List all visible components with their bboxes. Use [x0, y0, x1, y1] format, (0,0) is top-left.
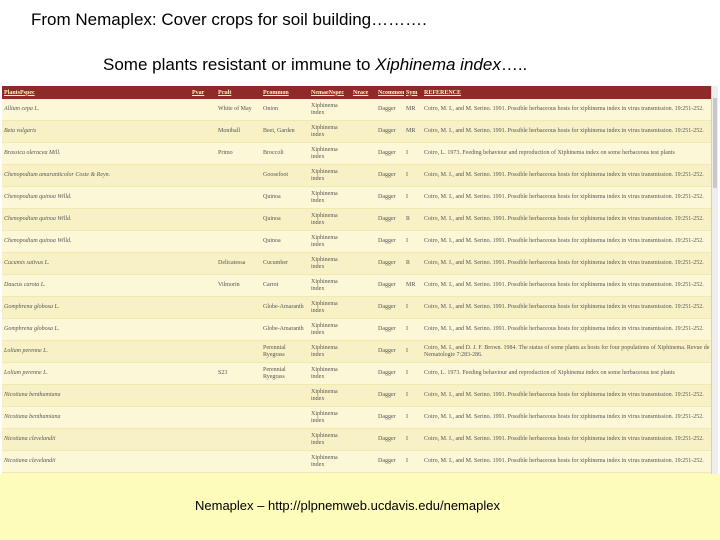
table-cell	[351, 429, 376, 451]
table-cell	[216, 231, 261, 253]
table-cell: Coiro, L. 1973. Feeding behaviour and reproduction of Xiphinema index on some herbaceous test plants	[422, 363, 714, 385]
table-row	[2, 363, 714, 385]
table-cell: MR	[404, 121, 422, 143]
table-cell: Chenopodium amaranticolor Coste & Reyn.	[2, 165, 190, 187]
table-cell: Carrot	[261, 275, 309, 297]
table-cell	[351, 209, 376, 231]
table-cell: Lolium perenne L.	[2, 341, 190, 363]
table-cell: I	[404, 451, 422, 473]
table-cell	[190, 297, 216, 319]
table-cell	[351, 187, 376, 209]
table-cell: Dagger	[376, 275, 404, 297]
table-cell	[216, 429, 261, 451]
table-cell: I	[404, 385, 422, 407]
table-cell: Cucumber	[261, 253, 309, 275]
table-cell	[261, 407, 309, 429]
table-row	[2, 385, 714, 407]
table-cell: Xiphinema index	[309, 451, 351, 473]
table-row	[2, 319, 714, 341]
table-cell: Coiro, M. I., and M. Serino. 1991. Possible herbaceous hosts for xiphinema index in virus transmission. 19:251-252.	[422, 297, 714, 319]
table-cell	[190, 429, 216, 451]
table-cell	[351, 275, 376, 297]
table-cell: Xiphinema index	[309, 209, 351, 231]
table-cell	[190, 319, 216, 341]
table-row	[2, 407, 714, 429]
table-cell: Dagger	[376, 429, 404, 451]
vertical-scrollbar[interactable]	[711, 86, 718, 474]
table-row	[2, 121, 714, 143]
table-cell	[190, 209, 216, 231]
table-cell: White of May	[216, 99, 261, 121]
table-cell: Dagger	[376, 231, 404, 253]
table-cell	[190, 341, 216, 363]
table-cell: Coiro, M. I., and M. Serino. 1991. Possible herbaceous hosts for xiphinema index in virus transmission. 19:251-252.	[422, 253, 714, 275]
table-cell: I	[404, 165, 422, 187]
column-header[interactable]: Sym	[404, 86, 422, 99]
table-cell: Allium cepa L.	[2, 99, 190, 121]
table-cell	[351, 451, 376, 473]
table-cell: Nicotiana benthamiana	[2, 385, 190, 407]
table-cell: I	[404, 187, 422, 209]
table-cell: Nicotiana clevelandii	[2, 429, 190, 451]
table-cell: Moniball	[216, 121, 261, 143]
table-cell: Perennial Ryegrass	[261, 363, 309, 385]
table-cell: Coiro, M. I., and M. Serino. 1991. Possible herbaceous hosts for xiphinema index in virus transmission. 19:251-252.	[422, 407, 714, 429]
table-cell	[190, 253, 216, 275]
table-cell: Gomphrena globosa L.	[2, 297, 190, 319]
table-cell: Xiphinema index	[309, 253, 351, 275]
table-cell	[190, 121, 216, 143]
table-cell	[216, 319, 261, 341]
table-cell	[351, 297, 376, 319]
table-row	[2, 99, 714, 121]
table-cell: Xiphinema index	[309, 275, 351, 297]
table-cell: Dagger	[376, 451, 404, 473]
table-cell	[351, 319, 376, 341]
table-cell: Goosefoot	[261, 165, 309, 187]
table-cell: Gomphrena globosa L.	[2, 319, 190, 341]
table-cell	[216, 407, 261, 429]
table-cell: Chenopodium quinoa Willd.	[2, 231, 190, 253]
table-cell: Xiphinema index	[309, 165, 351, 187]
table-cell: Quinoa	[261, 231, 309, 253]
table-cell: Chenopodium quinoa Willd.	[2, 187, 190, 209]
table-row	[2, 209, 714, 231]
table-cell: Coiro, M. I., and M. Serino. 1991. Possible herbaceous hosts for xiphinema index in virus transmission. 19:251-252.	[422, 385, 714, 407]
table-cell: Quinoa	[261, 187, 309, 209]
table-cell: Dagger	[376, 99, 404, 121]
table-cell: Dagger	[376, 209, 404, 231]
table-cell: Beta vulgaris	[2, 121, 190, 143]
table-cell: Dagger	[376, 363, 404, 385]
table-cell	[190, 231, 216, 253]
table-cell: Coiro, M. I., and M. Serino. 1991. Possible herbaceous hosts for xiphinema index in virus transmission. 19:251-252.	[422, 209, 714, 231]
table-cell	[216, 341, 261, 363]
table-cell: Daucus carota L.	[2, 275, 190, 297]
table-row	[2, 231, 714, 253]
table-cell: Delicatessa	[216, 253, 261, 275]
table-cell: I	[404, 143, 422, 165]
table-cell: Xiphinema index	[309, 429, 351, 451]
table-row	[2, 341, 714, 363]
table-row	[2, 451, 714, 473]
footer-text: Nemaplex – http://plpnemweb.ucdavis.edu/nemaplex	[195, 498, 500, 513]
table-cell: MR	[404, 99, 422, 121]
table-cell: Coiro, M. I., and M. Serino. 1991. Possible herbaceous hosts for xiphinema index in virus transmission. 19:251-252.	[422, 165, 714, 187]
subtitle-species: Xiphinema index	[375, 55, 501, 74]
table-cell: S23	[216, 363, 261, 385]
column-header[interactable]: Pcult	[216, 86, 261, 99]
table-cell: I	[404, 319, 422, 341]
table-cell	[190, 143, 216, 165]
table-cell	[190, 363, 216, 385]
table-row	[2, 165, 714, 187]
subtitle-prefix: Some plants resistant or immune to	[103, 55, 376, 74]
table-cell: Dagger	[376, 341, 404, 363]
table-cell	[190, 451, 216, 473]
table-cell: Xiphinema index	[309, 231, 351, 253]
table-cell: Dagger	[376, 143, 404, 165]
table-cell: Nicotiana clevelandii	[2, 451, 190, 473]
table-cell	[261, 429, 309, 451]
scrollbar-thumb[interactable]	[713, 98, 717, 188]
table-cell: Xiphinema index	[309, 99, 351, 121]
table-cell: I	[404, 231, 422, 253]
table-cell: Perennial Ryegrass	[261, 341, 309, 363]
table-cell	[216, 209, 261, 231]
table-cell: Dagger	[376, 121, 404, 143]
table-cell: Xiphinema index	[309, 187, 351, 209]
table-cell: Coiro, M. I., and M. Serino. 1991. Possible herbaceous hosts for xiphinema index in virus transmission. 19:251-252.	[422, 275, 714, 297]
column-header[interactable]: Ncommon	[376, 86, 404, 99]
table-cell	[190, 165, 216, 187]
table-cell: Xiphinema index	[309, 297, 351, 319]
table-cell: Cucumis sativus L.	[2, 253, 190, 275]
table-cell: Brassica oleracea Mill.	[2, 143, 190, 165]
slide-subtitle	[103, 55, 527, 75]
table-row	[2, 253, 714, 275]
table-cell	[351, 385, 376, 407]
table-cell: Coiro, L. 1973. Feeding behaviour and reproduction of Xiphinema index on some herbaceous test plants	[422, 143, 714, 165]
table-cell	[190, 99, 216, 121]
table-cell: Xiphinema index	[309, 341, 351, 363]
table-cell: R	[404, 253, 422, 275]
table-cell	[351, 165, 376, 187]
table-header-row	[2, 86, 714, 99]
column-header[interactable]: Pcommon	[261, 86, 309, 99]
table-cell: I	[404, 407, 422, 429]
table-cell: Quinoa	[261, 209, 309, 231]
table-cell	[261, 385, 309, 407]
table-cell	[190, 275, 216, 297]
table-cell: Xiphinema index	[309, 121, 351, 143]
table-cell: MR	[404, 275, 422, 297]
table-cell: Vilmorin	[216, 275, 261, 297]
table-cell: Coiro, M. I., and M. Serino. 1991. Possible herbaceous hosts for xiphinema index in virus transmission. 19:251-252.	[422, 451, 714, 473]
table-cell: I	[404, 429, 422, 451]
table-cell: Xiphinema index	[309, 363, 351, 385]
table-cell	[216, 165, 261, 187]
slide-title: From Nemaplex: Cover crops for soil building……….	[31, 10, 427, 29]
table-cell: Chenopodium quinoa Willd.	[2, 209, 190, 231]
table-cell: I	[404, 363, 422, 385]
table-cell: Coiro, M. I., and M. Serino. 1991. Possible herbaceous hosts for xiphinema index in virus transmission. 19:251-252.	[422, 319, 714, 341]
table-cell	[216, 297, 261, 319]
column-header[interactable]: Pvar	[190, 86, 216, 99]
table-row	[2, 187, 714, 209]
table-row	[2, 275, 714, 297]
table-cell: Nicotiana benthamiana	[2, 407, 190, 429]
table-cell	[190, 385, 216, 407]
table-cell: Coiro, M. I., and M. Serino. 1991. Possible herbaceous hosts for xiphinema index in virus transmission. 19:251-252.	[422, 429, 714, 451]
table-cell	[351, 363, 376, 385]
table-cell	[351, 253, 376, 275]
table-row	[2, 143, 714, 165]
table-cell: I	[404, 341, 422, 363]
table-row	[2, 297, 714, 319]
table-cell: Dagger	[376, 407, 404, 429]
table-cell: Xiphinema index	[309, 319, 351, 341]
table-cell: Coiro, M. I., and M. Serino. 1991. Possible herbaceous hosts for xiphinema index in virus transmission. 19:251-252.	[422, 187, 714, 209]
column-header[interactable]: REFERENCE	[422, 86, 714, 99]
column-header[interactable]: PlantsPspec	[2, 86, 190, 99]
table-row	[2, 429, 714, 451]
table-cell	[351, 143, 376, 165]
table-cell: Coiro, M. I., and M. Serino. 1991. Possible herbaceous hosts for xiphinema index in virus transmission. 19:251-252.	[422, 231, 714, 253]
table-cell: Dagger	[376, 297, 404, 319]
table-cell: Dagger	[376, 187, 404, 209]
table-cell: Coiro, M. I., and D. J. F. Brown. 1984. The status of some plants as hosts for four populations of Xiphinema. Revue de Nematologie 7:283-286.	[422, 341, 714, 363]
table-cell	[216, 451, 261, 473]
table-cell: Dagger	[376, 253, 404, 275]
table-cell: I	[404, 297, 422, 319]
database-screenshot	[2, 86, 718, 474]
table-cell: Globe-Amaranth	[261, 297, 309, 319]
table-cell	[261, 451, 309, 473]
column-header[interactable]: Nrace	[351, 86, 376, 99]
table-cell: Xiphinema index	[309, 143, 351, 165]
table-cell: Coiro, M. I., and M. Serino. 1991. Possible herbaceous hosts for xiphinema index in virus transmission. 19:251-252.	[422, 121, 714, 143]
table-cell	[216, 385, 261, 407]
host-table	[2, 86, 714, 473]
table-cell	[351, 231, 376, 253]
table-cell: Primo	[216, 143, 261, 165]
table-cell	[216, 187, 261, 209]
table-cell	[190, 407, 216, 429]
table-cell: Lolium perenne L.	[2, 363, 190, 385]
table-cell	[351, 121, 376, 143]
table-cell	[351, 341, 376, 363]
table-cell	[190, 187, 216, 209]
table-cell: Xiphinema index	[309, 407, 351, 429]
table-cell: Dagger	[376, 385, 404, 407]
column-header[interactable]: NemaeNspec	[309, 86, 351, 99]
footer-bar	[0, 474, 720, 540]
table-cell: Xiphinema index	[309, 385, 351, 407]
table-cell: Dagger	[376, 165, 404, 187]
table-cell: Broccoli	[261, 143, 309, 165]
table-cell: Coiro, M. I., and M. Serino. 1991. Possible herbaceous hosts for xiphinema index in virus transmission. 19:251-252.	[422, 99, 714, 121]
table-cell: R	[404, 209, 422, 231]
table-cell: Beet, Garden	[261, 121, 309, 143]
subtitle-suffix: …..	[500, 55, 528, 74]
table-cell	[351, 407, 376, 429]
table-cell: Globe-Amaranth	[261, 319, 309, 341]
table-cell	[351, 99, 376, 121]
table-cell: Onion	[261, 99, 309, 121]
table-cell: Dagger	[376, 319, 404, 341]
